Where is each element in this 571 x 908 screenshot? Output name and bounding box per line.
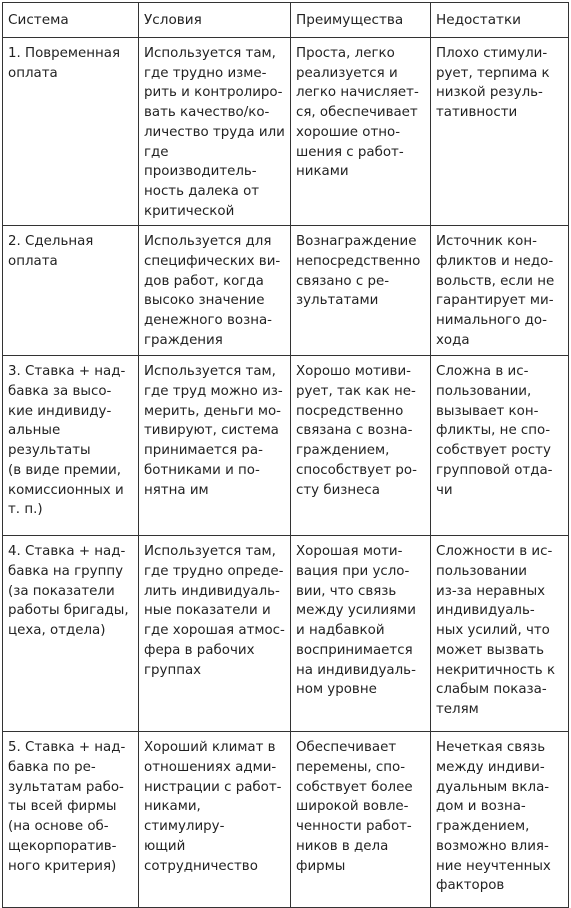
cell-conditions: Используется там, где трудно опреде- лить индивидуаль- ные показатели и где хорошая атмос- фера в рабочих группах xyxy=(139,536,291,732)
table-header-row xyxy=(3,3,569,38)
cell-conditions: Используется там, где трудно изме- рить и контролиро- вать качество/ко- личество труда или где производитель- ность далека от критической xyxy=(139,38,291,226)
cell-system: 4. Ставка + над- бавка на группу (за показатели работы бригады, цеха, отдела) xyxy=(3,536,139,732)
header-conditions: Условия xyxy=(139,3,291,38)
header-advantages: Преимущества xyxy=(291,3,431,38)
cell-advantages: Проста, легко реализуется и легко начисляет- ся, обеспечивает хорошие отно- шения с работ- никами xyxy=(291,38,431,226)
table-row xyxy=(3,38,569,226)
cell-conditions: Используется там, где труд можно из- мерить, деньги мо- тивируют, система принимается ра- ботниками и по- нятна им xyxy=(139,356,291,536)
cell-system: 1. Повременная оплата xyxy=(3,38,139,226)
cell-system: 2. Сдельная оплата xyxy=(3,226,139,356)
cell-advantages: Хорошая моти- вация при усло- вии, что связь между усилиями и надбавкой воспринимается на индивидуаль- ном уровне xyxy=(291,536,431,732)
table-row xyxy=(3,356,569,536)
cell-disadvantages: Плохо стимули- рует, терпима к низкой резуль- тативности xyxy=(431,38,569,226)
header-system: Система xyxy=(3,3,139,38)
cell-system: 3. Ставка + над- бавка за высо- кие индивиду- альные результаты (в виде премии, комиссионных и т. п.) xyxy=(3,356,139,536)
cell-conditions: Хороший климат в отношениях адми- нистрации с работ- никами, стимулиру- ющий сотрудничество xyxy=(139,732,291,908)
cell-advantages: Хорошо мотиви- рует, так как не- посредственно связана с возна- граждением, способствует ро- сту бизнеса xyxy=(291,356,431,536)
payment-systems-table-container xyxy=(2,2,568,893)
header-disadvantages: Недостатки xyxy=(431,3,569,38)
table-row xyxy=(3,732,569,908)
cell-conditions: Используется для специфических ви- дов работ, когда высоко значение денежного возна- граждения xyxy=(139,226,291,356)
cell-system: 5. Ставка + над- бавка по ре- зультатам рабо- ты всей фирмы (на основе об- щекорпоратив- ного критерия) xyxy=(3,732,139,908)
cell-advantages: Вознаграждение непосредственно связано с ре- зультатами xyxy=(291,226,431,356)
table-row xyxy=(3,226,569,356)
cell-disadvantages: Источник кон- фликтов и недо- вольств, если не гарантирует ми- нимального до- хода xyxy=(431,226,569,356)
cell-disadvantages: Сложности в ис- пользовании из-за неравных индивидуаль- ных усилий, что может вызвать некритичность к слабым показа- телям xyxy=(431,536,569,732)
cell-disadvantages: Нечеткая связь между индиви- дуальным вкла- дом и возна- граждением, возможно влия- ние неучтенных факторов xyxy=(431,732,569,908)
payment-systems-table xyxy=(2,2,569,908)
table-row xyxy=(3,536,569,732)
cell-advantages: Обеспечивает перемены, спо- собствует более широкой вовле- ченности работ- ников в дела фирмы xyxy=(291,732,431,908)
cell-disadvantages: Сложна в ис- пользовании, вызывает кон- фликты, не спо- собствует росту групповой отда- чи xyxy=(431,356,569,536)
